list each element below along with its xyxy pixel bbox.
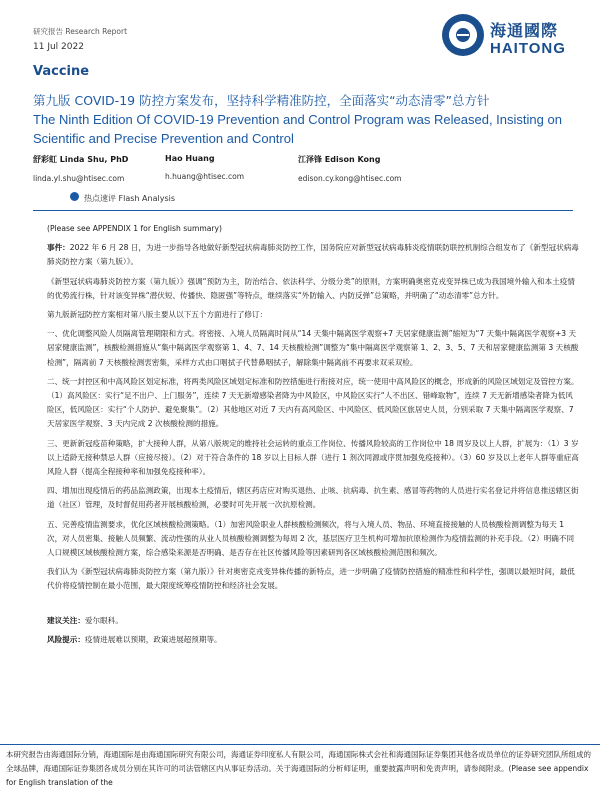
body-paragraph: 第九版新冠防控方案相对第八版主要从以下五个方面进行了修订： bbox=[47, 310, 268, 320]
body-paragraph: 五、完善疫情监测要求，优化区域核酸检测策略。（1）加密风险职业人群核酸检测频次，将与入境人员、物品、环境直接接触的人员核酸检测调整为每天 1 次，对人员密集、接触人员频繁、流动性强的从业人员核酸检测调整为每周 2 次，基层医疗卫生机构可增加抗原检测作为疫情监测的补充手段。（2）明确不同人口规模区域核酸检测方案，综合感染来源是否明确、是否存在社区传播风险等因素研判各区域核酸检测范围和频次。 bbox=[47, 519, 575, 558]
body-paragraph: 四、增加出现疫情后的药品监测政策，出现本土疫情后，辖区药店应对购买退热、止咳、抗病毒、抗生素、感冒等药物的人员进行实名登记并将信息推送辖区街道（社区）管理，及时督促用药者开展核酸检测，必要时可先开展一次抗原检测。 bbox=[47, 486, 579, 510]
recommendation-label: 建议关注： bbox=[47, 615, 85, 625]
flash-bullet-icon bbox=[70, 192, 79, 201]
footer-disclaimer: 本研究报告由海通国际分销，海通国际是由海通国际研究有限公司，海通证券印度私人有限公司，海通国际株式会社和海通国际证券集团其他各成员单位的证券研究团队所组成的全球品牌，海通国际证券集团各成员分别在其许可的司法管辖区内从事证券活动。关于海通国际的分析师证明，重要披露声明和免责声明，请参阅附录。(Please see appendix for English translation of the bbox=[6, 750, 591, 788]
flash-analysis-label: 热点速评 Flash Analysis bbox=[84, 194, 176, 203]
title-chinese: 第九版 COVID-19 防控方案发布，坚持科学精准防控，全面落实“动态清零”总方针 bbox=[33, 93, 490, 108]
author-block bbox=[298, 154, 401, 183]
author-email[interactable]: edison.cy.kong@htisec.com bbox=[298, 174, 402, 183]
author-email[interactable]: h.huang@htisec.com bbox=[165, 172, 245, 181]
author-email[interactable]: linda.yl.shu@htisec.com bbox=[33, 174, 125, 183]
haitong-logo-icon bbox=[440, 12, 486, 58]
body-paragraph: 我们认为《新型冠状病毒肺炎防控方案（第九版）》针对奥密克戎变异株传播的新特点，进一步明确了疫情防控措施的精准性和科学性，强调以最短时间，最低代价将疫情控制在最小范围，最大限度统筹疫情防控和经济社会发展。 bbox=[47, 567, 575, 591]
author-block bbox=[33, 154, 128, 183]
body-paragraph: 一、优化调整风险人员隔离管理期限和方式。将密接、入境人员隔离时间从“14 天集中隔离医学观察+7 天居家健康监测”缩短为“7 天集中隔离医学观察+3 天居家健康监测”，核酸检测措施从“集中隔离医学观察第 1、4、7、14 天核酸检测”调整为“集中隔离医学观察第 1、2、3、5、7 天和居家健康监测第 3 天核酸检测”，隔离前 7 天核酸检测衷密集，采样方式由口咽拭子代替鼻咽拭子，解除集中隔离前不再要求双采双检。 bbox=[47, 329, 579, 367]
company-logo bbox=[440, 12, 580, 60]
event-label: 事件： bbox=[47, 243, 70, 253]
report-date: 11 Jul 2022 bbox=[33, 42, 84, 52]
body-paragraph: 二、统一封控区和中高风险区划定标准，将两类风险区域划定标准和防控措施进行衔接对应，统一使用中高风险区的概念，形成新的风险区域划定及管控方案。（1）高风险区：实行“足不出户、上门服务”，连续 7 天无新增感染者降为中风险区，中风险区实行“人不出区、错峰取物”，连续 7 天无新增感染者降为低风险区，低风险区：实行“个人防护、避免聚集”。（2）其他地区对近 7 天内有高风险区、中风险区、低风险区旅居史人员，分别采取 7 天集中隔离医学观察、7 天居家医学观察、3 天内完成 2 次核酸检测的措施。 bbox=[47, 376, 579, 429]
sector-label: Vaccine bbox=[33, 64, 90, 79]
report-body bbox=[47, 222, 579, 652]
risk-label: 风险提示： bbox=[47, 634, 85, 644]
title-english: The Ninth Edition Of COVID-19 Prevention and Control Program was Released, Insisting on Scientific and Precise Prevention and Control bbox=[33, 112, 562, 146]
author-block bbox=[165, 154, 244, 181]
event-paragraph bbox=[47, 241, 579, 269]
author-name: Hao Huang bbox=[165, 154, 215, 163]
body-paragraph: 《新型冠状病毒肺炎防控方案（第九版）》强调“预防为主，防治结合、依法科学、分级分类”的原则，方案明确奥密克戎变异株已成为我国境外输入和本土疫情的优势流行株，针对该变异株“潜伏短、传播快、隐匿强”等特点，继续落实“外防输入、内防反弹”总策略，并明确了“动态清零”总方针。 bbox=[47, 276, 576, 300]
logo-english-text: HAITONG bbox=[490, 40, 566, 57]
author-name: 江泽锋 Edison Kong bbox=[298, 155, 381, 164]
risk-text: 疫情进展难以预期，政策进展超预期等。 bbox=[84, 634, 222, 644]
author-name: 舒彩虹 Linda Shu, PhD bbox=[33, 155, 129, 164]
report-type: 研究报告 Research Report bbox=[33, 27, 128, 36]
recommendation-text: 爱尔眼科。 bbox=[84, 615, 123, 625]
event-text: 2022 年 6 月 28 日，为进一步指导各地做好新型冠状病毒肺炎防控工作，国务院应对新型冠状病毒肺炎疫情联防联控机制综合组发布了《新型冠状病毒肺炎防控方案（第九版）》。 bbox=[47, 243, 579, 267]
appendix-note: (Please see APPENDIX 1 for English summary) bbox=[47, 224, 222, 233]
logo-chinese-text: 海通國際 bbox=[490, 21, 559, 40]
risk-warning bbox=[47, 633, 579, 647]
body-paragraph: 三、更新新冠疫苗种策略，扩大接种人群，从第八版规定的维持社会运转的重点工作岗位、传播风险较高的工作岗位中 18 周岁及以上人群，扩展为：（1）3 岁以上适龄无接种禁忌人群（应接尽接）。（2）对于符合条件的 18 岁以上目标人群（进行 1 剂次同源或序贯加强免疫接种）。（3）60 岁及以上老年人群等重症高风险人群（提高全程接种率和加强免疫接种率）。 bbox=[47, 438, 579, 477]
recommendation bbox=[47, 614, 579, 628]
footer-divider bbox=[0, 744, 600, 745]
divider bbox=[33, 210, 573, 211]
